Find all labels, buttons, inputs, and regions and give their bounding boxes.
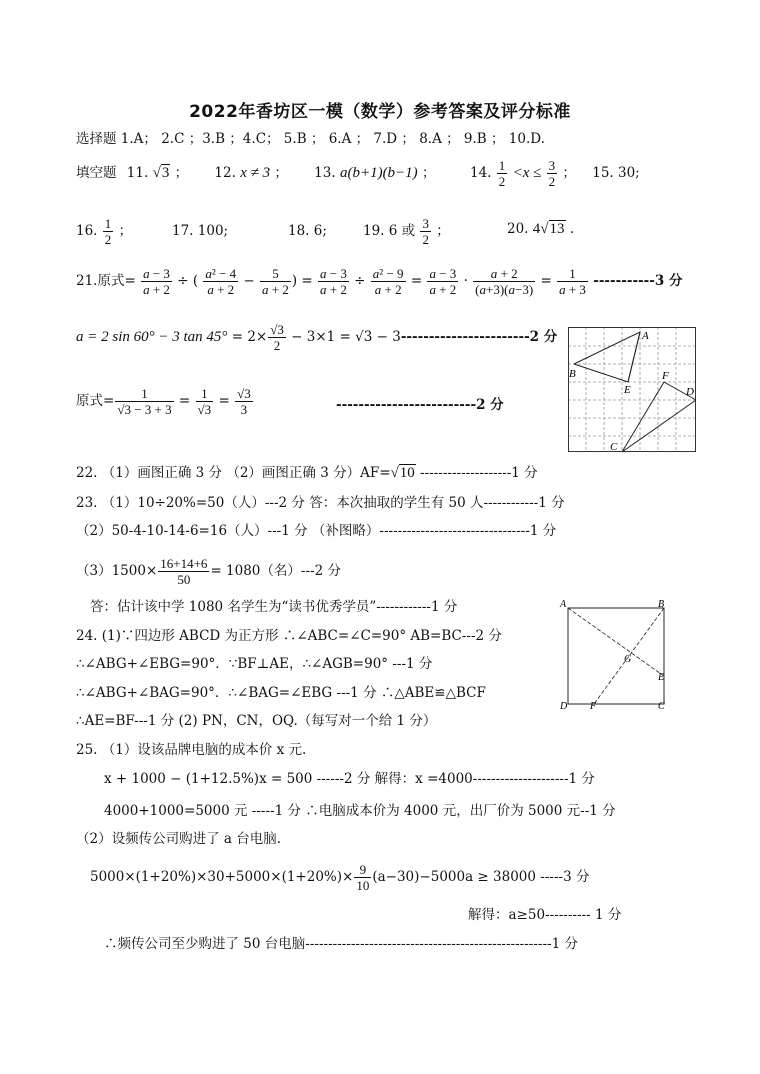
fig1-label-d: D xyxy=(686,386,694,398)
q23-line4: 答：估计该中学 1080 名学生为“读书优秀学员”------------1 分 xyxy=(90,599,458,615)
q21-line2: a = 2 sin 60° − 3 tan 45° = 2× $\frac{√3}{2}$ − 3×1 = √3 − 3-----------------------2 分 xyxy=(76,322,558,353)
q21-score1: -----------3 分 xyxy=(593,273,683,289)
q25-line1: 25. （1）设该品牌电脑的成本价 x 元. xyxy=(76,742,307,758)
grid-figure xyxy=(568,327,698,453)
q17-answer: 17. 100; xyxy=(172,223,229,239)
q20-row: 20. 4√13 . xyxy=(507,221,575,237)
q23-line3: （3）1500× $\frac{16+14+6}{50}$ = 1080（名）---2 分 xyxy=(76,556,341,587)
q22-text: 22. （1）画图正确 3 分 （2）画图正确 3 分）AF= xyxy=(76,465,391,481)
q12-number: 12. xyxy=(214,165,236,181)
q19-frac: $\frac{3}{2}$ xyxy=(422,216,429,247)
fig2-label-c: C xyxy=(658,701,665,712)
q16-number: 16. xyxy=(76,223,98,239)
fill-label: 填空题 xyxy=(76,165,117,181)
q21-line3: 原式= $\frac{1}{√3 - 3 + 3}$ = $\frac{1}{√3}$ = $\frac{√3}{3}$ xyxy=(76,386,251,417)
q15-answer: 15. 30; xyxy=(592,165,640,181)
fig2-label-g: G xyxy=(624,654,632,665)
q22-af: 10 xyxy=(399,465,415,481)
fig1-label-b: B xyxy=(569,368,576,380)
square-figure xyxy=(558,598,678,712)
q24-line3: ∴∠ABG+∠BAG=90°．∴∠BAG=∠EBG ---1 分 ∴△ABE≌△BCF xyxy=(76,685,486,701)
q16-answer: $\frac{1}{2}$ xyxy=(104,216,112,247)
q20-number: 20. xyxy=(507,221,529,237)
q14-ineq: <x ≤ xyxy=(512,165,542,181)
q22-score: --------------------1 分 xyxy=(415,465,538,481)
q11-number: 11. xyxy=(126,165,149,181)
q21-expr: a = 2 sin 60° − 3 tan 45° xyxy=(76,329,228,345)
fig2-label-d: D xyxy=(560,701,568,712)
fig2-label-a: A xyxy=(560,599,567,610)
fill-section-row2: 16. $\frac{1}{2}$ ； xyxy=(76,216,133,247)
q25-line4: （2）设频传公司购进了 a 台电脑. xyxy=(76,831,282,847)
fig1-label-e: E xyxy=(624,384,631,396)
page-title: 2022年香坊区一模（数学）参考答案及评分标准 xyxy=(189,102,571,122)
q21-label: 21.原式 xyxy=(76,273,125,289)
q12-answer: x ≠ 3 xyxy=(240,165,271,181)
q24-line1: 24. (1)∵四边形 ABCD 为正方形 ∴∠ABC=∠C=90° AB=BC---2 分 xyxy=(76,628,502,644)
q21-score3: -------------------------2 分 xyxy=(336,397,504,413)
q11-answer: √3 xyxy=(152,165,170,181)
q18-answer: 18. 6; xyxy=(288,223,327,239)
fig2-label-b: B xyxy=(658,599,665,610)
fig2-label-f: F xyxy=(590,701,597,712)
q25-line5: 5000×(1+20%)×30+5000×(1+20%)× $\frac{9}{10}$ (a−30)−5000a ≥ 38000 -----3 分 xyxy=(90,862,590,893)
q13-answer: a(b+1)(b−1) xyxy=(339,165,418,181)
q14-frac-right: $\frac{3}{2}$ xyxy=(548,158,556,189)
q21-line1: 21.原式= $\frac{a - 3}{a + 2}$ ÷ ( $\frac{\text{a² − 4}}{a + 2}$ − $\frac{5}{a + 2}$ ) = $\frac{a - 3}{a + 2}$ ÷ $\frac{\text{a² − 9}}{a + 2}$ = $\frac{a - 3}{a + 2}$ · $\frac{a + 2}{(a+3)(a-3)}$ = $\frac{1}{a + 3}$ -----------3 分 xyxy=(76,266,683,297)
q24-line2: ∴∠ABG+∠EBG=90°．∵BF⊥AE，∴∠AGB=90° ---1 分 xyxy=(76,656,433,672)
q25-line2: x + 1000 − (1+12.5%)x = 500 ------2 分 解得：x =4000---------------------1 分 xyxy=(104,771,595,787)
q21-score2: -----------------------2 分 xyxy=(400,329,558,345)
fig2-label-e: E xyxy=(658,672,665,683)
fig1-label-c: C xyxy=(610,441,618,453)
q14-number: 14. xyxy=(470,165,492,181)
fig1-label-a: A xyxy=(642,330,649,342)
q13-number: 13. xyxy=(314,165,336,181)
q24-line4: ∴AE=BF---1 分 (2) PN，CN，OQ.（每写对一个给 1 分） xyxy=(76,713,437,729)
choice-label: 选择题 xyxy=(76,131,117,147)
fig1-label-f: F xyxy=(662,370,669,382)
q25-line6: 解得：a≥50---------- 1 分 xyxy=(468,907,622,923)
q25-line3: 4000+1000=5000 元 -----1 分 ∴电脑成本价为 4000 元，出厂价为 5000 元--1 分 xyxy=(104,803,616,819)
q25-line7: ∴频传公司至少购进了 50 台电脑------------------------------------------------------1 分 xyxy=(104,936,578,952)
q23-line2: （2）50-4-10-14-6=16（人）---1 分 （补图略）---------------------------------1 分 xyxy=(76,523,557,539)
choice-section xyxy=(76,130,545,148)
q21-line3-label: 原式= xyxy=(76,393,115,409)
q14-frac-left: $\frac{1}{2}$ xyxy=(498,158,506,189)
q14-row: 14. $\frac{1}{2}$ <x ≤ $\frac{3}{2}$ ； 15. 30; xyxy=(470,158,640,189)
choice-answers: 1.A； 2.C ；3.B ；4.C； 5.B ； 6.A ； 7.D ； 8.A ； 9.B ； 10.D. xyxy=(120,131,545,147)
q19-row: 19. 6 或 $\frac{3}{2}$ ； xyxy=(363,216,450,247)
q20-answer: 4√13 xyxy=(532,221,565,237)
q22-line: 22. （1）画图正确 3 分 （2）画图正确 3 分）AF=√10 --------------------1 分 xyxy=(76,465,538,481)
fill-section-row1: 填空题 11. √3 ； 12. x ≠ 3 ； 13. a(b+1)(b−1) ； xyxy=(76,165,436,181)
q23-line1: 23. （1）10÷20%=50（人）---2 分 答：本次抽取的学生有 50 人------------1 分 xyxy=(76,495,565,511)
q19-answer: 19. 6 或 xyxy=(363,223,416,239)
